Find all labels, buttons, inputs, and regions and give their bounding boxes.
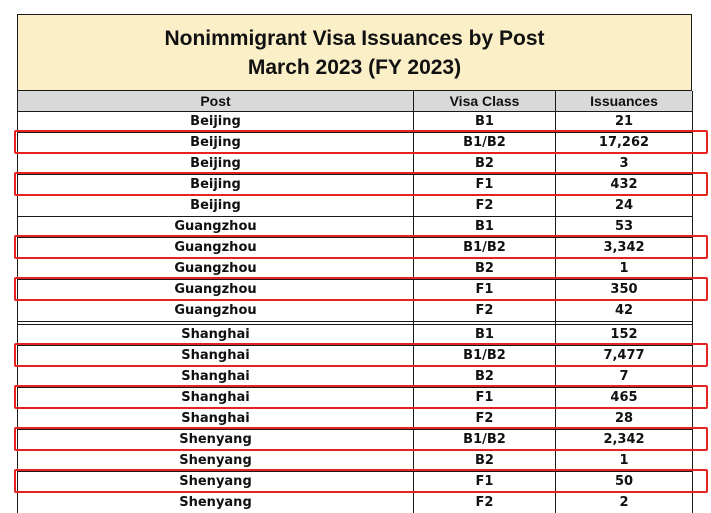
table-header-row [18,91,693,111]
visa-class-cell: B1/B2 [414,429,556,450]
visa-class-cell: B2 [414,153,556,174]
table-row [18,408,693,429]
post-cell: Beijing [18,153,414,174]
table-row [18,300,693,321]
issuances-table [17,91,693,513]
table-row [18,237,693,258]
post-cell: Guangzhou [18,237,414,258]
visa-class-cell: B2 [414,258,556,279]
post-cell: Shanghai [18,387,414,408]
issuances-cell: 7,477 [556,345,693,366]
report-title: Nonimmigrant Visa Issuances by Post [164,26,545,50]
post-cell: Guangzhou [18,300,414,321]
issuances-cell: 28 [556,408,693,429]
table-row [18,387,693,408]
post-cell: Shenyang [18,492,414,513]
visa-class-cell: B1 [414,216,556,237]
table-row [18,366,693,387]
header-post: Post [18,91,414,111]
table-row [18,153,693,174]
visa-class-cell: F2 [414,195,556,216]
table-row [18,345,693,366]
table-row [18,429,693,450]
issuances-cell: 21 [556,111,693,132]
table-row [18,279,693,300]
table-row [18,174,693,195]
issuances-cell: 50 [556,471,693,492]
visa-class-cell: B1/B2 [414,237,556,258]
table-row [18,450,693,471]
post-cell: Shanghai [18,408,414,429]
issuances-cell: 24 [556,195,693,216]
header-issuances: Issuances [556,91,693,111]
issuances-cell: 432 [556,174,693,195]
post-cell: Beijing [18,132,414,153]
visa-report-sheet [17,0,692,513]
table-row [18,324,693,345]
visa-class-cell: F2 [414,408,556,429]
report-period: March 2023 (FY 2023) [247,55,462,79]
visa-class-cell: F1 [414,471,556,492]
visa-class-cell: B1/B2 [414,132,556,153]
visa-class-cell: F2 [414,492,556,513]
post-cell: Beijing [18,195,414,216]
issuances-cell: 152 [556,324,693,345]
post-cell: Shenyang [18,471,414,492]
issuances-cell: 1 [556,258,693,279]
visa-class-cell: F2 [414,300,556,321]
visa-class-cell: F1 [414,174,556,195]
table-row [18,111,693,132]
issuances-cell: 1 [556,450,693,471]
visa-class-cell: B1 [414,324,556,345]
issuances-cell: 350 [556,279,693,300]
issuances-cell: 3,342 [556,237,693,258]
post-cell: Guangzhou [18,279,414,300]
table-row [18,258,693,279]
visa-class-cell: B1/B2 [414,345,556,366]
table-row [18,471,693,492]
post-cell: Beijing [18,111,414,132]
visa-class-cell: F1 [414,387,556,408]
table-row [18,132,693,153]
post-cell: Shanghai [18,345,414,366]
header-visa-class: Visa Class [414,91,556,111]
issuances-cell: 17,262 [556,132,693,153]
post-cell: Shanghai [18,324,414,345]
issuances-cell: 465 [556,387,693,408]
issuances-cell: 53 [556,216,693,237]
issuances-cell: 7 [556,366,693,387]
issuances-cell: 2 [556,492,693,513]
post-cell: Shenyang [18,429,414,450]
post-cell: Guangzhou [18,258,414,279]
visa-class-cell: B2 [414,366,556,387]
table-row [18,492,693,513]
post-cell: Shenyang [18,450,414,471]
post-cell: Guangzhou [18,216,414,237]
post-cell: Beijing [18,174,414,195]
issuances-cell: 3 [556,153,693,174]
report-title-box [17,14,692,91]
visa-class-cell: F1 [414,279,556,300]
table-row [18,195,693,216]
issuances-cell: 42 [556,300,693,321]
table-row [18,216,693,237]
issuances-cell: 2,342 [556,429,693,450]
visa-class-cell: B2 [414,450,556,471]
visa-class-cell: B1 [414,111,556,132]
table-body [18,111,693,513]
post-cell: Shanghai [18,366,414,387]
